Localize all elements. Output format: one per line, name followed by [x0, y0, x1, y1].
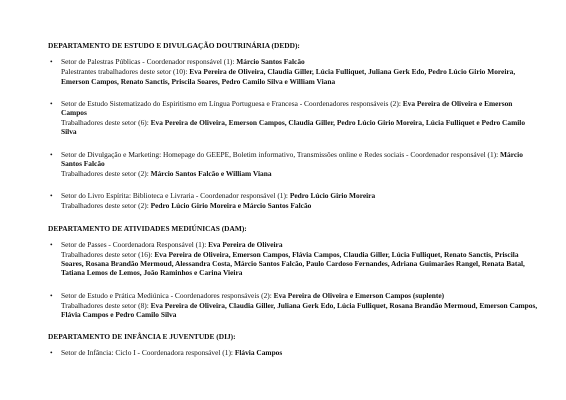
list-item-estudo-sistematizado	[48, 99, 540, 137]
item-head-text: Setor de Palestras Públicas - Coordenador responsável (1):	[61, 57, 237, 67]
item-head-text: Setor de Estudo e Prática Mediúnica - Coordenadores responsáveis (2):	[61, 290, 274, 300]
list-item-infancia	[48, 348, 540, 357]
item-sub-bold: Márcio Santos Falcão e William Viana	[150, 169, 272, 179]
item-head-bold: Pedro Lúcio Girio Moreira	[289, 191, 376, 201]
item-head-text: Setor de Passes - Coordenadora Responsável (1):	[61, 239, 209, 249]
document-page	[48, 41, 540, 371]
item-sub-bold: Eva Pereira de Oliveira, Emerson Campos, Claudia Giller, Pedro Lúcio Girio Moreira, Lúcia Fulliquet e Pedro Camilo Silva	[61, 118, 526, 137]
item-head-bold: Eva Pereira de Oliveira e Emerson Campos	[61, 98, 513, 118]
bullet-icon: •	[50, 57, 53, 67]
bullet-icon: •	[50, 348, 53, 358]
section-title-dij: DEPARTAMENTO DE INFÂNCIA E JUVENTUDE (DIJ):	[48, 332, 236, 342]
bullet-icon: •	[50, 290, 53, 300]
item-head-text: Setor do Livro Espírita: Biblioteca e Livraria - Coordenador responsável (1):	[61, 191, 290, 201]
item-head-bold: Eva Pereira de Oliveira e Emerson Campos (suplente)	[273, 290, 445, 300]
section-title-dedd: DEPARTAMENTO DE ESTUDO E DIVULGAÇÃO DOUTRINÁRIA (DEDD):	[48, 41, 300, 50]
bullet-icon: •	[50, 149, 53, 159]
item-head	[61, 291, 540, 300]
item-sub	[61, 301, 540, 319]
item-head-text: Setor de Divulgação e Marketing: Homepage do GEEPE, Boletim informativo, Transmissões online e Redes sociais - Coordenador responsável (1):	[61, 149, 501, 159]
item-head	[61, 150, 540, 168]
item-sub-text: Trabalhadores deste setor (8):	[61, 300, 151, 310]
list-item-palestras	[48, 57, 540, 86]
list-item-divulgacao	[48, 150, 540, 179]
item-sub-bold: Pedro Lúcio Girio Moreira e Márcio Santos Falcão	[150, 201, 312, 211]
section-title-dam: DEPARTAMENTO DE ATIVIDADES MEDIÚNICAS (DAM):	[48, 223, 247, 233]
item-sub-bold: Eva Pereira de Oliveira, Claudia Giller, Juliana Gerk Edo, Lúcia Fulliquet, Rosana Brandão Mermoud, Emerson Campos, Flávia Campos e Pedro Camilo Silva	[61, 300, 538, 320]
list-item-passes	[48, 240, 540, 278]
bullet-icon: •	[50, 239, 53, 249]
list-item-livro-espirita	[48, 191, 540, 210]
item-head-bold: Flávia Campos	[234, 348, 283, 358]
item-sub-bold: Eva Pereira de Oliveira, Emerson Campos, Flávia Campos, Claudia Giller, Lúcia Fulliquet, Renato Sanctis, Priscila Soares, Rosana Brandão Mermoud, Alessandra Costa, Márcio Santos Falcão, Paulo Cardoso Fernandes, Adriana Guimarães Rangel, Renata Batal, Tatiana Lemos de Lemos, João Raminhos e Carina Vieira	[61, 250, 525, 278]
item-sub-bold: Eva Pereira de Oliveira, Claudia Giller, Lúcia Fulliquet, Juliana Gerk Edo, Pedro Lúcio Girio Moreira, Emerson Campos, Renato Sanctis, Priscila Soares, Pedro Camilo Silva e William Viana	[61, 67, 516, 86]
bullet-icon: •	[50, 191, 53, 201]
item-head	[61, 240, 540, 249]
item-sub-text: Trabalhadores deste setor (16):	[61, 250, 155, 260]
item-head	[61, 57, 540, 66]
item-sub-text: Trabalhadores deste setor (2):	[61, 169, 151, 179]
item-head	[61, 348, 540, 357]
item-sub	[61, 169, 540, 178]
item-head-bold: Eva Pereira de Oliveira	[208, 239, 283, 249]
bullet-icon: •	[50, 98, 53, 108]
item-sub-text: Trabalhadores deste setor (6):	[61, 118, 151, 128]
item-head-bold: Márcio Santos Falcão	[61, 149, 523, 168]
item-sub	[61, 67, 540, 85]
item-head	[61, 99, 540, 117]
item-head-bold: Márcio Santos Falcão	[236, 57, 305, 67]
item-head-text: Setor de Estudo Sistematizado do Espiritismo em Língua Portuguesa e Francesa - Coordenadores responsáveis (2):	[61, 98, 403, 108]
item-head-text: Setor de Infância: Ciclo I - Coordenadora responsável (1):	[61, 348, 235, 358]
item-head	[61, 191, 540, 200]
item-sub	[61, 250, 540, 278]
item-sub-text: Palestrantes trabalhadores deste setor (10):	[61, 67, 190, 77]
item-sub	[61, 201, 540, 210]
item-sub-text: Trabalhadores deste setor (2):	[61, 201, 151, 211]
item-sub	[61, 118, 540, 136]
list-item-pratica-mediunica	[48, 291, 540, 320]
